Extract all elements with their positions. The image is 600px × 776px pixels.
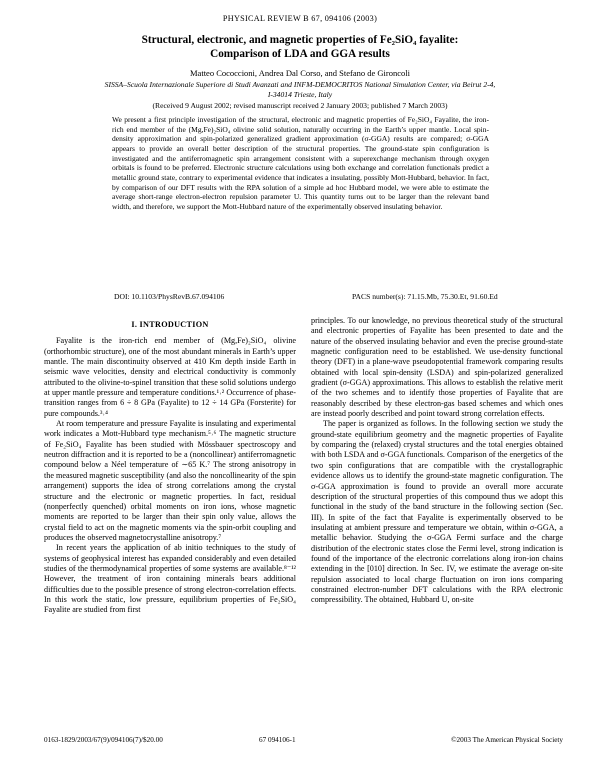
copyright: ©2003 The American Physical Society — [451, 736, 563, 744]
body-paragraph: At room temperature and pressure Fayalite is insulating and experimental work indicates a Mott-Hubbard type mechanism.⁵˒⁶ The magnetic structure of Fe₂SiO₄ Fayalite has been studied with Mössbauer spectroscopy and neutron diffraction and it is reported to be a (noncollinear) antiferromagnetic compound below a Néel temperature of ∼65 K.⁷ The strong anisotropy in the measured magnetic susceptibility (and also the noncollinearity of the spin arrangement) supports the idea of strong correlations among the crystal structure and the electronic or magnetic properties. In fact, residual (nonperfectly quenched) orbital moments on iron ions, whose magnetic moments are reported to be larger than their spin only value, allows the crystal field to act on the magnetic moments via the spin-orbit coupling and produces the observed magnetocrystalline anisotropy.⁷ — [44, 419, 296, 542]
author-list: Matteo Cococcioni, Andrea Dal Corso, and Stefano de Gironcoli — [190, 68, 410, 78]
affiliation-line-2: I-34014 Trieste, Italy — [267, 90, 333, 99]
paper-title — [60, 33, 540, 61]
page-number: 67 094106-1 — [259, 736, 296, 744]
section-heading: I. INTRODUCTION — [131, 320, 209, 329]
right-column — [311, 316, 563, 606]
running-header: PHYSICAL REVIEW B 67, 094106 (2003) — [222, 14, 378, 23]
title-line-1: Structural, electronic, and magnetic properties of Fe₂SiO₄ fayalite: — [141, 34, 459, 46]
abstract: We present a first principle investigation of the structural, electronic and magnetic properties of Fe₂SiO₄ Fayalite, the iron-rich end member of the (Mg,Fe)₂SiO₄ olivine solid solution, naturally occurring in the Earth’s upper mantle. Local spin-density approximation and spin-polarized generalized gradient approximation (σ-GGA) results are compared; σ-GGA appears to provide an overall better description of the structural properties. The ground-state spin configuration is investigated and the antiferromagnetic spin arrangement consistent with a superexchange mechanism through oxygen orbitals is found to be preferred. Electronic structure calculations using both exchange and correlation functionals predict a metallic ground state, contrary to experimental evidence that indicates a insulating, possibly Mott-Hubbard, behavior. In fact, by comparison of our DFT results with the RPA solution of a simple ad hoc Hubbard model, we were able to estimate the average short-range electron-electron repulsion parameter U. This quantity turns out to be larger than the relevant band width, and therefore, we support the Mott-Hubbard nature of the experimentally observed insulating behavior. — [112, 115, 489, 211]
title-line-2: Comparison of LDA and GGA results — [210, 48, 390, 60]
affiliation — [40, 80, 560, 100]
doi-link[interactable]: DOI: 10.1103/PhysRevB.67.094106 — [114, 292, 225, 301]
body-paragraph: The paper is organized as follows. In the following section we study the ground-state equilibrium geometry and the magnetic properties of Fayalite by comparing the (relaxed) crystal structures and the total energies obtained with both LSDA and σ-GGA functionals. Comparison of the energetics of the two spin configurations that are compatible with the crystallographic evidence allows us to identify the ground-state magnetic configuration. The σ-GGA approximation is found to provide an overall more accurate description of the structural properties of this compound thus we adopt this functional in the study of the band structure in the following section (Sec. III). In spite of the fact that Fayalite is experimentally observed to be insulating at ambient pressure and temperature we obtain, within σ-GGA, a metallic behavior. Studying the σ-GGA Fermi surface and the charge distribution of the electronic states close the Fermi level, strong indication is found of the importance of the electronic correlations along iron-ion chains extending in the [010] direction. In Sec. IV, we estimate the average on-site repulsion associated to local charge fluctuation on iron ions comparing constrained electron-number DFT calculations with the RPA electronic compressibility. The obtained, Hubbard U, on-site — [311, 419, 564, 605]
body-paragraph: principles. To our knowledge, no previous theoretical study of the structural and electronic properties of Fayalite has been presented to date and the nature of the observed insulating behavior and even the precise ground-state magnetic configuration need to be established. We use-density functional theory (DFT) in a plane-wave pseudopotential framework comparing results obtained with local spin-density (LSDA) and spin-polarized generalized gradient (σ-GGA) approximations. This allows to establish the relative merit of the two schemes and to identify those properties of Fayalite that are reasonably described by these electron-gas based schemes and which ones are instead poorly described and point toward strong correlation effects. — [311, 316, 563, 419]
body-paragraph: Fayalite is the iron-rich end member of (Mg,Fe)₂SiO₄ olivine (orthorhombic structure), one of the most abundant minerals in Earth’s upper mantle. The main discontinuity observed at 410 Km depth inside Earth in seismic wave velocities, density and electrical conductivity is commonly attributed to the olivine-to-spinel transition that these solid solutions undergo at upper mantle pressure and temperature conditions.¹˒² Occurrence of phase-transition ranges from 6 ÷ 8 GPa (Fayalite) to 12 ÷ 14 GPa (Forsterite) for pure compounds.³˒⁴ — [44, 336, 296, 418]
footer-code: 0163-1829/2003/67(9)/094106(7)/$20.00 — [44, 736, 163, 744]
body-paragraph: In recent years the application of ab initio techniques to the study of systems of geophysical interest has expanded considerably and even detailed studies of the thermodynamical properties of some systems are available.⁸⁻¹² However, the treatment of iron containing minerals bears additional difficulties due to the possible presence of strong electron-correlation effects. In this work the static, low pressure, equilibrium properties of Fe₂SiO₄ Fayalite are studied from first — [44, 543, 296, 615]
affiliation-line-1: SISSA–Scuola Internazionale Superiore di Studi Avanzati and INFM-DEMOCRITOS National Simulation Center, via Beirut 2-4, — [104, 80, 496, 89]
pacs-numbers: PACS number(s): 71.15.Mb, 75.30.Et, 91.60.Ed — [352, 292, 498, 301]
left-column — [44, 316, 296, 616]
received-dates: (Received 9 August 2002; revised manuscript received 2 January 2003; published 7 March 2003) — [152, 101, 448, 110]
